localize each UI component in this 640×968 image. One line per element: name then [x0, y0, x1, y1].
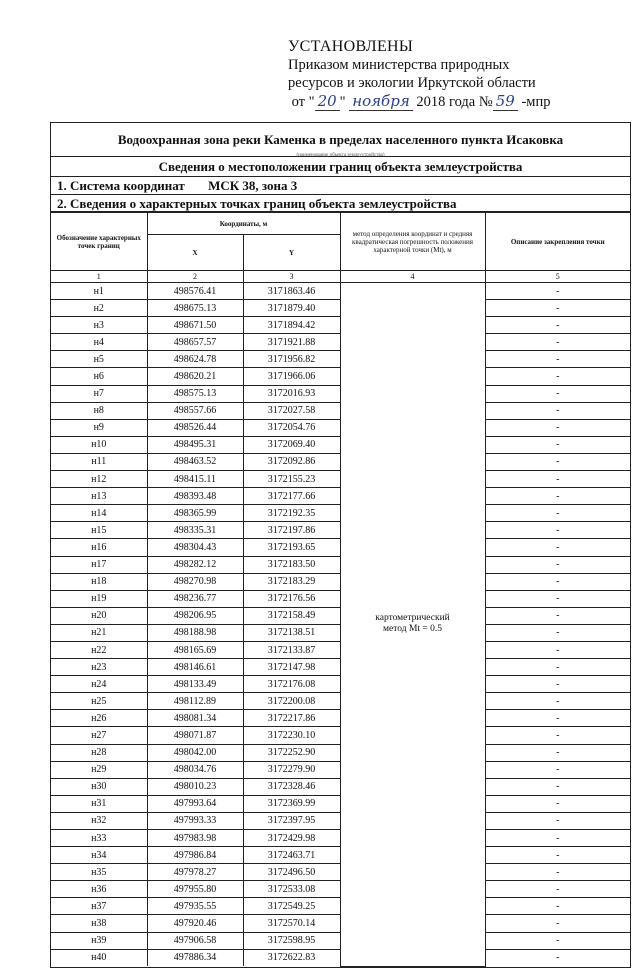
fixing-description-cell: - [485, 385, 630, 402]
y-coordinate-cell: 3172549.25 [243, 898, 340, 915]
x-coordinate-cell: 498575.13 [147, 385, 243, 402]
fixing-description-cell: - [485, 368, 630, 385]
x-coordinate-cell: 497920.46 [147, 915, 243, 932]
y-coordinate-cell: 3172463.71 [243, 847, 340, 864]
y-coordinate-cell: 3172598.95 [243, 932, 340, 949]
fixing-description-cell: - [485, 317, 630, 334]
point-name-cell: н27 [51, 727, 147, 744]
fixing-description-cell: - [485, 881, 630, 898]
approval-line-3: ресурсов и экологии Иркутской области [288, 75, 536, 91]
point-name-cell: н26 [51, 710, 147, 727]
y-coordinate-cell: 3172155.23 [243, 471, 340, 488]
point-name-cell: н38 [51, 915, 147, 932]
fixing-description-cell: - [485, 453, 630, 470]
point-name-cell: н5 [51, 351, 147, 368]
x-coordinate-cell: 498415.11 [147, 471, 243, 488]
x-coordinate-cell: 498624.78 [147, 351, 243, 368]
x-coordinate-cell: 498463.52 [147, 453, 243, 470]
x-coordinate-cell: 497906.58 [147, 932, 243, 949]
y-coordinate-cell: 3171894.42 [243, 317, 340, 334]
point-name-cell: н14 [51, 505, 147, 522]
fixing-description-cell: - [485, 436, 630, 453]
y-coordinate-cell: 3172230.10 [243, 727, 340, 744]
header-y: Y [243, 235, 340, 271]
point-name-cell: н32 [51, 812, 147, 829]
header-row-1 [51, 213, 630, 235]
x-coordinate-cell: 497993.64 [147, 795, 243, 812]
header-coords: Координаты, м [147, 213, 340, 235]
fixing-description-cell: - [485, 488, 630, 505]
method-line-2: метод Mt = 0.5 [383, 624, 443, 635]
fixing-description-cell: - [485, 283, 630, 300]
y-coordinate-cell: 3172197.86 [243, 522, 340, 539]
y-coordinate-cell: 3171863.46 [243, 283, 340, 300]
point-name-cell: н6 [51, 368, 147, 385]
column-number-row [51, 271, 630, 283]
fixing-description-cell: - [485, 676, 630, 693]
x-coordinate-cell: 497986.84 [147, 847, 243, 864]
fixing-description-cell: - [485, 812, 630, 829]
fixing-description-cell: - [485, 744, 630, 761]
column-number: 3 [243, 271, 340, 283]
point-name-cell: н37 [51, 898, 147, 915]
point-name-cell: н20 [51, 607, 147, 624]
y-coordinate-cell: 3171921.88 [243, 334, 340, 351]
y-coordinate-cell: 3172328.46 [243, 778, 340, 795]
fixing-description-cell: - [485, 761, 630, 778]
coord-system-label: 1. Система координат [57, 178, 185, 193]
point-name-cell: н28 [51, 744, 147, 761]
y-coordinate-cell: 3172138.51 [243, 624, 340, 641]
handwritten-number: 59 [493, 92, 518, 111]
fixing-description-cell: - [485, 590, 630, 607]
section-title: Сведения о местоположении границ объекта землеустройства [51, 157, 630, 177]
object-title-row [51, 123, 630, 157]
header-x: X [147, 235, 243, 271]
method-cell [340, 283, 485, 967]
y-coordinate-cell: 3172016.93 [243, 385, 340, 402]
column-number: 1 [51, 271, 147, 283]
fixing-description-cell: - [485, 334, 630, 351]
point-name-cell: н25 [51, 693, 147, 710]
object-caption: (наименование объекта землеустройства) [296, 153, 385, 158]
points-title: 2. Сведения о характерных точках границ объекта землеустройства [51, 195, 630, 212]
point-name-cell: н11 [51, 453, 147, 470]
coord-system-row [51, 177, 630, 195]
x-coordinate-cell: 498526.44 [147, 419, 243, 436]
fixing-description-cell: - [485, 556, 630, 573]
object-title: Водоохранная зона реки Каменка в пределах населенного пункта Исаковка [117, 132, 564, 147]
y-coordinate-cell: 3172092.86 [243, 453, 340, 470]
fixing-description-cell: - [485, 710, 630, 727]
y-coordinate-cell: 3172133.87 [243, 641, 340, 658]
x-coordinate-cell: 498365.99 [147, 505, 243, 522]
y-coordinate-cell: 3172177.66 [243, 488, 340, 505]
coord-system-value: МСК 38, зона 3 [208, 178, 298, 193]
approval-date-line: от " 20 " ноября 2018 года № 59 -мпр [291, 92, 551, 110]
x-coordinate-cell: 498034.76 [147, 761, 243, 778]
y-coordinate-cell: 3172176.08 [243, 676, 340, 693]
fixing-description-cell: - [485, 898, 630, 915]
fixing-description-cell: - [485, 795, 630, 812]
point-name-cell: н2 [51, 300, 147, 317]
fixing-description-cell: - [485, 539, 630, 556]
x-coordinate-cell: 498165.69 [147, 641, 243, 658]
approval-heading: УСТАНОВЛЕНЫ [288, 38, 414, 55]
fixing-description-cell: - [485, 727, 630, 744]
y-coordinate-cell: 3171966.06 [243, 368, 340, 385]
header-method: метод определения координат и средняя квадратическая погрешность положения характерной точки (Mt), м [340, 213, 485, 271]
header-description: Описание закрепления точки [485, 213, 630, 271]
y-coordinate-cell: 3172279.90 [243, 761, 340, 778]
x-coordinate-cell: 498270.98 [147, 573, 243, 590]
y-coordinate-cell: 3172217.86 [243, 710, 340, 727]
fixing-description-cell: - [485, 351, 630, 368]
fixing-description-cell: - [485, 624, 630, 641]
method-line-1: картометрический [375, 613, 450, 624]
x-coordinate-cell: 497978.27 [147, 864, 243, 881]
fixing-description-cell: - [485, 419, 630, 436]
point-name-cell: н1 [51, 283, 147, 300]
fixing-description-cell: - [485, 402, 630, 419]
y-coordinate-cell: 3172027.58 [243, 402, 340, 419]
x-coordinate-cell: 498112.89 [147, 693, 243, 710]
point-name-cell: н12 [51, 471, 147, 488]
point-name-cell: н36 [51, 881, 147, 898]
fixing-description-cell: - [485, 864, 630, 881]
x-coordinate-cell: 498335.31 [147, 522, 243, 539]
column-number: 5 [485, 271, 630, 283]
x-coordinate-cell: 497993.33 [147, 812, 243, 829]
point-name-cell: н39 [51, 932, 147, 949]
x-coordinate-cell: 498393.48 [147, 488, 243, 505]
x-coordinate-cell: 498188.98 [147, 624, 243, 641]
point-name-cell: н30 [51, 778, 147, 795]
point-name-cell: н16 [51, 539, 147, 556]
point-name-cell: н10 [51, 436, 147, 453]
y-coordinate-cell: 3172200.08 [243, 693, 340, 710]
points-table [51, 212, 630, 967]
y-coordinate-cell: 3172069.40 [243, 436, 340, 453]
fixing-description-cell: - [485, 471, 630, 488]
point-name-cell: н31 [51, 795, 147, 812]
x-coordinate-cell: 498304.43 [147, 539, 243, 556]
table-row [51, 283, 630, 300]
fixing-description-cell: - [485, 573, 630, 590]
point-name-cell: н15 [51, 522, 147, 539]
x-coordinate-cell: 498236.77 [147, 590, 243, 607]
x-coordinate-cell: 498576.41 [147, 283, 243, 300]
point-name-cell: н7 [51, 385, 147, 402]
fixing-description-cell: - [485, 915, 630, 932]
y-coordinate-cell: 3172054.76 [243, 419, 340, 436]
x-coordinate-cell: 497955.80 [147, 881, 243, 898]
point-name-cell: н17 [51, 556, 147, 573]
y-coordinate-cell: 3172176.56 [243, 590, 340, 607]
y-coordinate-cell: 3171879.40 [243, 300, 340, 317]
point-name-cell: н33 [51, 830, 147, 847]
y-coordinate-cell: 3172570.14 [243, 915, 340, 932]
handwritten-month: ноября [349, 92, 413, 111]
y-coordinate-cell: 3172252.90 [243, 744, 340, 761]
x-coordinate-cell: 497935.55 [147, 898, 243, 915]
fixing-description-cell: - [485, 659, 630, 676]
x-coordinate-cell: 498282.12 [147, 556, 243, 573]
x-coordinate-cell: 498495.31 [147, 436, 243, 453]
point-name-cell: н18 [51, 573, 147, 590]
point-name-cell: н3 [51, 317, 147, 334]
y-coordinate-cell: 3172496.50 [243, 864, 340, 881]
y-coordinate-cell: 3172397.95 [243, 812, 340, 829]
column-number: 2 [147, 271, 243, 283]
column-number: 4 [340, 271, 485, 283]
point-name-cell: н9 [51, 419, 147, 436]
x-coordinate-cell: 498671.50 [147, 317, 243, 334]
x-coordinate-cell: 498206.95 [147, 607, 243, 624]
fixing-description-cell: - [485, 778, 630, 795]
fixing-description-cell: - [485, 505, 630, 522]
handwritten-day: 20 [315, 92, 340, 111]
approval-stamp [288, 38, 628, 111]
fixing-description-cell: - [485, 949, 630, 966]
y-coordinate-cell: 3172533.08 [243, 881, 340, 898]
point-name-cell: н21 [51, 624, 147, 641]
x-coordinate-cell: 498071.87 [147, 727, 243, 744]
point-name-cell: н19 [51, 590, 147, 607]
x-coordinate-cell: 498620.21 [147, 368, 243, 385]
x-coordinate-cell: 498042.00 [147, 744, 243, 761]
fixing-description-cell: - [485, 641, 630, 658]
point-name-cell: н8 [51, 402, 147, 419]
x-coordinate-cell: 498557.66 [147, 402, 243, 419]
fixing-description-cell: - [485, 830, 630, 847]
y-coordinate-cell: 3172622.83 [243, 949, 340, 966]
y-coordinate-cell: 3172429.98 [243, 830, 340, 847]
boundary-document [50, 122, 631, 968]
header-point: Обозначение характерных точек границ [51, 213, 147, 271]
fixing-description-cell: - [485, 522, 630, 539]
fixing-description-cell: - [485, 300, 630, 317]
y-coordinate-cell: 3171956.82 [243, 351, 340, 368]
point-name-cell: н35 [51, 864, 147, 881]
point-name-cell: н34 [51, 847, 147, 864]
y-coordinate-cell: 3172369.99 [243, 795, 340, 812]
point-name-cell: н29 [51, 761, 147, 778]
y-coordinate-cell: 3172158.49 [243, 607, 340, 624]
x-coordinate-cell: 498675.13 [147, 300, 243, 317]
y-coordinate-cell: 3172183.29 [243, 573, 340, 590]
fixing-description-cell: - [485, 932, 630, 949]
point-name-cell: н24 [51, 676, 147, 693]
approval-line-2: Приказом министерства природных [288, 57, 510, 73]
fixing-description-cell: - [485, 607, 630, 624]
x-coordinate-cell: 497983.98 [147, 830, 243, 847]
x-coordinate-cell: 498657.57 [147, 334, 243, 351]
point-name-cell: н40 [51, 949, 147, 966]
x-coordinate-cell: 498081.34 [147, 710, 243, 727]
y-coordinate-cell: 3172147.98 [243, 659, 340, 676]
points-table-body [51, 283, 630, 967]
y-coordinate-cell: 3172193.65 [243, 539, 340, 556]
x-coordinate-cell: 498133.49 [147, 676, 243, 693]
x-coordinate-cell: 498146.61 [147, 659, 243, 676]
x-coordinate-cell: 498010.23 [147, 778, 243, 795]
point-name-cell: н4 [51, 334, 147, 351]
point-name-cell: н23 [51, 659, 147, 676]
y-coordinate-cell: 3172183.50 [243, 556, 340, 573]
fixing-description-cell: - [485, 847, 630, 864]
y-coordinate-cell: 3172192.35 [243, 505, 340, 522]
point-name-cell: н13 [51, 488, 147, 505]
fixing-description-cell: - [485, 693, 630, 710]
x-coordinate-cell: 497886.34 [147, 949, 243, 966]
point-name-cell: н22 [51, 641, 147, 658]
